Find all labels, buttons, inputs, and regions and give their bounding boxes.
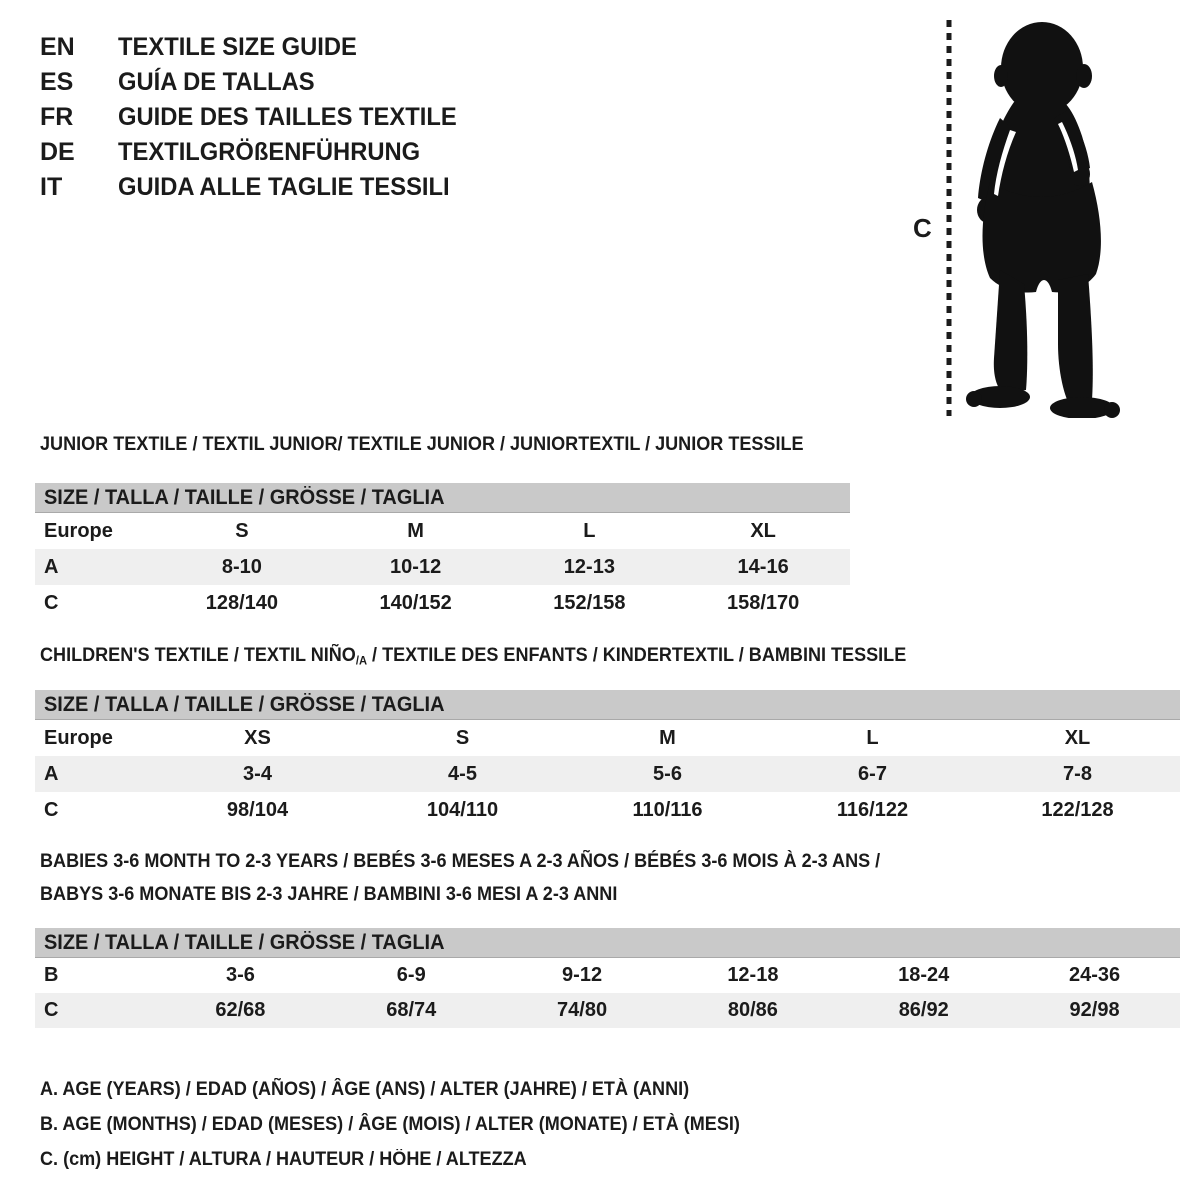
guide-title-fr: GUIDE DES TAILLES TEXTILE <box>118 103 457 131</box>
table-row-height <box>35 585 850 621</box>
age-cell: 3-4 <box>243 762 272 785</box>
height-measure-label: C <box>913 213 932 243</box>
row-label: C <box>44 591 59 614</box>
height-cell: 152/158 <box>553 591 626 614</box>
age-cell: 10-12 <box>390 555 442 578</box>
language-row <box>40 100 475 135</box>
legend-line-age-years: A. AGE (YEARS) / EDAD (AÑOS) / ÂGE (ANS) / ALTER (JAHRE) / ETÀ (ANNI) <box>40 1079 690 1100</box>
guide-title-en: TEXTILE SIZE GUIDE <box>118 33 357 61</box>
language-title-list <box>40 30 475 205</box>
row-label: C <box>44 999 59 1021</box>
table-header-bar <box>35 483 850 513</box>
height-cell: 104/110 <box>426 798 499 821</box>
height-cell: 116/122 <box>836 798 909 821</box>
legend-line-age-months: B. AGE (MONTHS) / EDAD (MESES) / ÂGE (MOIS) / ALTER (MONATE) / ETÀ (MESI) <box>40 1114 740 1135</box>
age-cell: 5-6 <box>653 762 682 785</box>
table-header-label: SIZE / TALLA / TAILLE / GRÖSSE / TAGLIA <box>44 485 445 509</box>
title-part: / TEXTILE DES ENFANTS / KINDERTEXTIL / BAMBINI TESSILE <box>367 645 907 666</box>
language-row <box>40 170 475 205</box>
height-cell: 98/104 <box>226 798 289 821</box>
table-row-months <box>35 958 1180 993</box>
section-title-junior-text: JUNIOR TEXTILE / TEXTIL JUNIOR/ TEXTILE JUNIOR / JUNIORTEXTIL / JUNIOR TESSILE <box>40 434 804 455</box>
months-cell: 18-24 <box>898 964 950 986</box>
size-cell: M <box>407 519 424 542</box>
row-label: C <box>44 798 59 821</box>
height-cell: 122/128 <box>1041 798 1114 821</box>
size-cell: L <box>583 519 596 542</box>
months-cell: 12-18 <box>727 964 779 986</box>
section-title-children <box>40 645 952 667</box>
height-cell: 110/116 <box>632 798 703 821</box>
legend <box>40 1072 777 1177</box>
guide-title-de: TEXTILGRÖßENFÜHRUNG <box>118 138 421 166</box>
table-row-age <box>35 756 1180 792</box>
babies-size-table <box>35 928 1180 1028</box>
height-cell: 128/140 <box>205 591 279 614</box>
row-label: Europe <box>44 726 113 749</box>
height-cell: 140/152 <box>379 591 452 614</box>
age-cell: 7-8 <box>1063 762 1092 785</box>
children-size-table <box>35 690 1180 828</box>
legend-line-height: C. (cm) HEIGHT / ALTURA / HAUTEUR / HÖHE / ALTEZZA <box>40 1149 527 1170</box>
height-cell: 86/92 <box>898 999 949 1021</box>
age-cell: 8-10 <box>221 555 262 578</box>
table-row-age <box>35 549 850 585</box>
size-cell: M <box>659 726 676 749</box>
months-cell: 3-6 <box>225 964 255 986</box>
row-label: B <box>44 964 59 986</box>
table-row-europe <box>35 513 850 549</box>
height-cell: 68/74 <box>386 999 437 1021</box>
table-header-label: SIZE / TALLA / TAILLE / GRÖSSE / TAGLIA <box>44 692 445 716</box>
table-row-height <box>35 993 1180 1028</box>
toddler-silhouette <box>960 14 1140 418</box>
section-title-babies-line1: BABIES 3-6 MONTH TO 2-3 YEARS / BEBÉS 3-6 MESES A 2-3 AÑOS / BÉBÉS 3-6 MOIS À 2-3 ANS / <box>40 851 881 872</box>
title-part: CHILDREN'S TEXTILE / TEXTIL NIÑO <box>40 645 356 666</box>
guide-title-es: GUÍA DE TALLAS <box>118 68 315 96</box>
size-cell: XL <box>750 519 776 542</box>
height-cell: 92/98 <box>1069 999 1120 1021</box>
height-measure-line <box>944 18 954 418</box>
section-title-children-text <box>40 645 906 667</box>
months-cell: 6-9 <box>396 964 426 986</box>
age-cell: 6-7 <box>858 762 887 785</box>
language-code: IT <box>40 173 63 201</box>
section-title-junior <box>40 434 844 456</box>
size-cell: S <box>235 519 249 542</box>
table-header-bar <box>35 690 1180 720</box>
language-code: EN <box>40 33 75 61</box>
months-cell: 24-36 <box>1068 964 1121 986</box>
height-cell: 80/86 <box>727 999 778 1021</box>
row-label: A <box>44 762 59 785</box>
height-cell: 158/170 <box>726 591 800 614</box>
title-subscript: /A <box>355 654 368 668</box>
language-row <box>40 135 475 170</box>
table-row-height <box>35 792 1180 828</box>
section-title-babies <box>40 845 924 911</box>
guide-title-it: GUIDA ALLE TAGLIE TESSILI <box>118 173 450 201</box>
table-header-label: SIZE / TALLA / TAILLE / GRÖSSE / TAGLIA <box>44 930 445 954</box>
junior-size-table <box>35 483 850 621</box>
section-title-babies-line2: BABYS 3-6 MONATE BIS 2-3 JAHRE / BAMBINI 3-6 MESI A 2-3 ANNI <box>40 884 618 905</box>
language-code: FR <box>40 103 74 131</box>
language-row <box>40 65 475 100</box>
table-header-bar <box>35 928 1180 958</box>
height-cell: 74/80 <box>557 999 608 1021</box>
language-row <box>40 30 475 65</box>
age-cell: 12-13 <box>563 555 615 578</box>
size-cell: XL <box>1064 726 1091 749</box>
row-label: A <box>44 555 59 578</box>
size-cell: L <box>866 726 879 749</box>
height-cell: 62/68 <box>215 999 266 1021</box>
age-cell: 14-16 <box>737 555 789 578</box>
language-code: ES <box>40 68 74 96</box>
table-row-europe <box>35 720 1180 756</box>
months-cell: 9-12 <box>562 964 603 986</box>
row-label: Europe <box>44 519 113 542</box>
size-cell: S <box>455 726 470 749</box>
size-cell: XS <box>244 726 271 749</box>
language-code: DE <box>40 138 75 166</box>
age-cell: 4-5 <box>448 762 477 785</box>
